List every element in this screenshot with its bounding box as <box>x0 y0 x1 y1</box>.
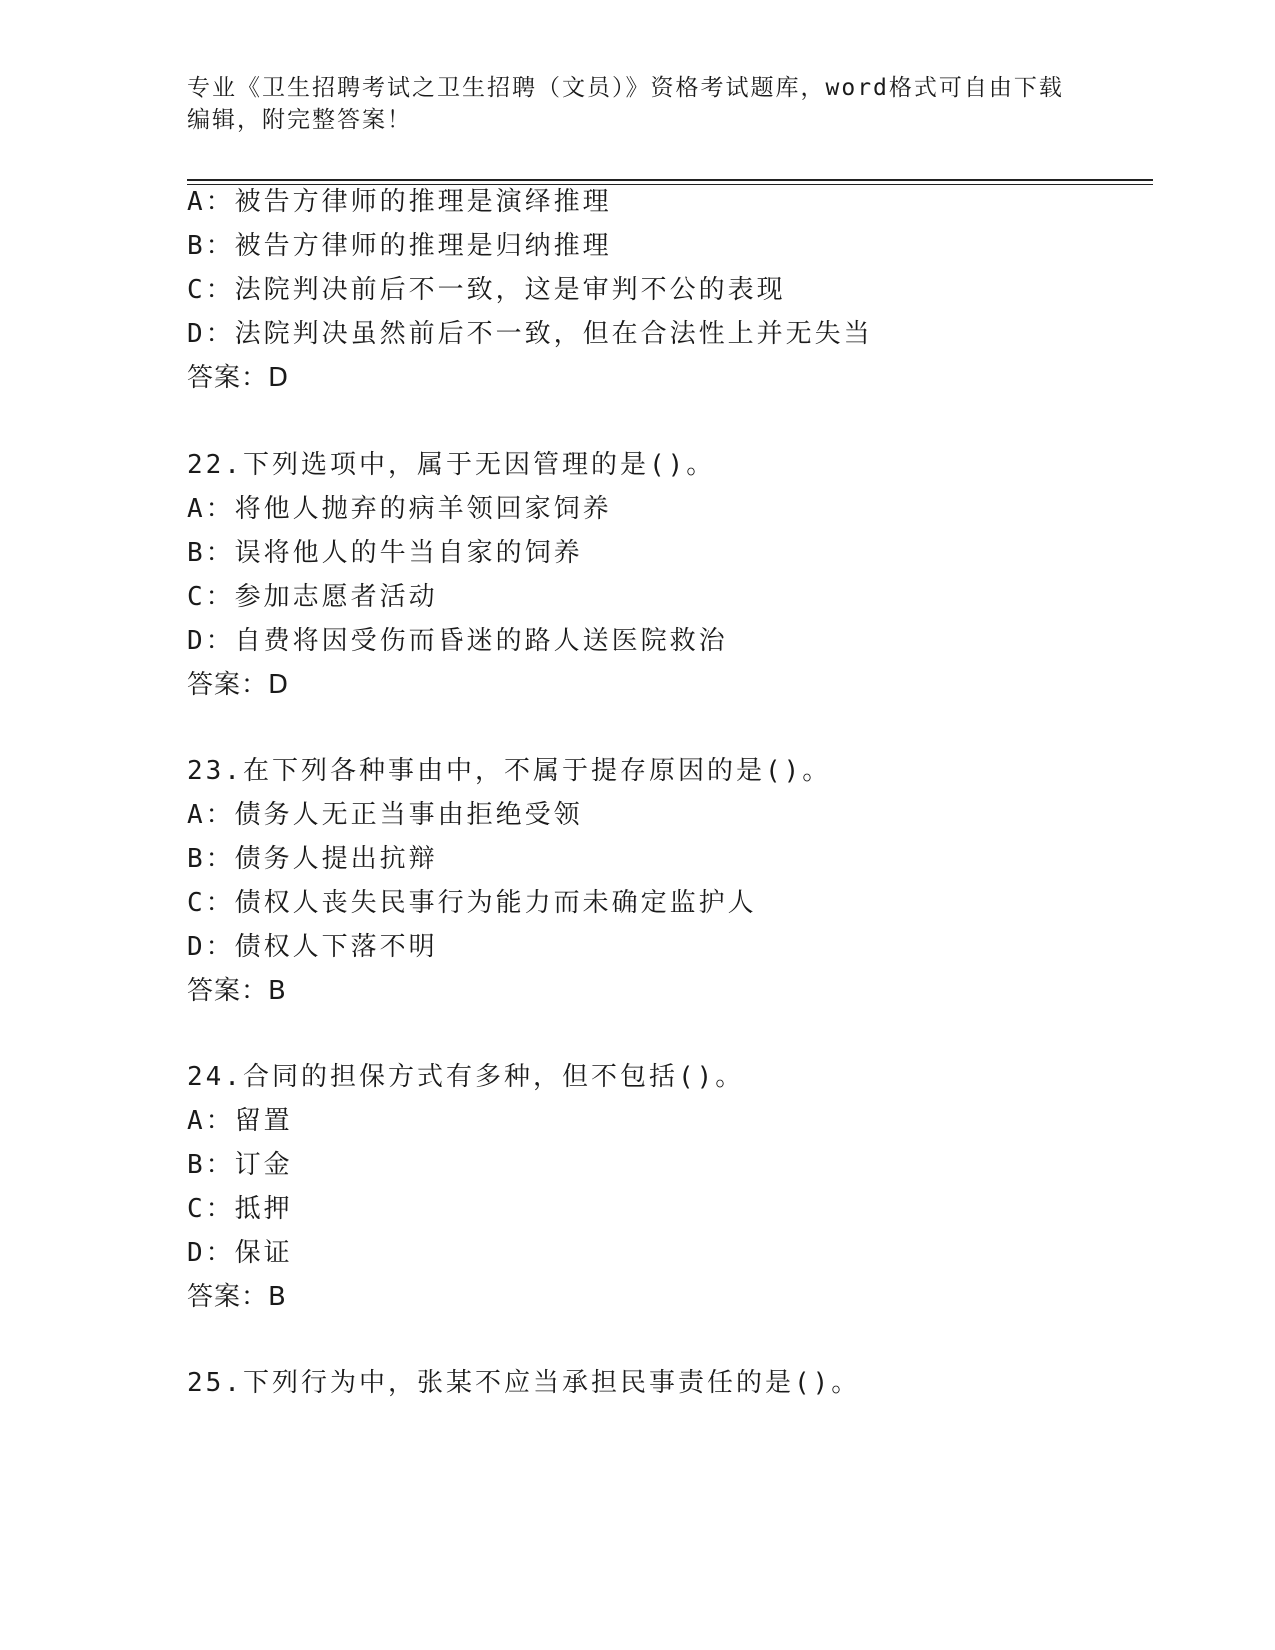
q25-question: 25.下列行为中，张某不应当承担民事责任的是()。 <box>187 1368 861 1398</box>
q22-option-a: A：将他人抛弃的病羊领回家饲养 <box>187 494 612 524</box>
q23-option-c: C：债权人丧失民事行为能力而未确定监护人 <box>187 888 757 918</box>
q24-option-d: D：保证 <box>187 1238 293 1268</box>
q21-option-c: C：法院判决前后不一致，这是审判不公的表现 <box>187 275 786 305</box>
q23-option-b: B：债务人提出抗辩 <box>187 844 438 874</box>
header-line-1: 专业《卫生招聘考试之卫生招聘（文员）》资格考试题库，word格式可自由下载 <box>187 75 1064 101</box>
q21-option-b: B：被告方律师的推理是归纳推理 <box>187 231 612 261</box>
q23-question: 23.在下列各种事由中，不属于提存原因的是()。 <box>187 756 832 786</box>
q23-option-a: A：债务人无正当事由拒绝受领 <box>187 800 583 830</box>
q21-option-a: A：被告方律师的推理是演绎推理 <box>187 187 612 217</box>
q24-option-b: B：订金 <box>187 1150 293 1180</box>
q23-option-d: D：债权人下落不明 <box>187 932 438 962</box>
q24-option-c: C：抵押 <box>187 1194 293 1224</box>
q21-answer: 答案：D <box>187 363 290 393</box>
q23-answer: 答案：B <box>187 976 287 1006</box>
header-divider-thick <box>187 179 1153 181</box>
q21-option-d: D：法院判决虽然前后不一致，但在合法性上并无失当 <box>187 319 873 349</box>
q22-option-d: D：自费将因受伤而昏迷的路人送医院救治 <box>187 626 728 656</box>
document-header <box>187 72 1087 136</box>
q22-answer: 答案：D <box>187 670 290 700</box>
q22-option-b: B：误将他人的牛当自家的饲养 <box>187 538 583 568</box>
q24-question: 24.合同的担保方式有多种，但不包括()。 <box>187 1062 745 1092</box>
q24-answer: 答案：B <box>187 1282 287 1312</box>
header-line-2: 编辑，附完整答案！ <box>187 107 412 133</box>
q24-option-a: A：留置 <box>187 1106 293 1136</box>
q22-option-c: C：参加志愿者活动 <box>187 582 438 612</box>
q22-question: 22.下列选项中，属于无因管理的是()。 <box>187 450 716 480</box>
